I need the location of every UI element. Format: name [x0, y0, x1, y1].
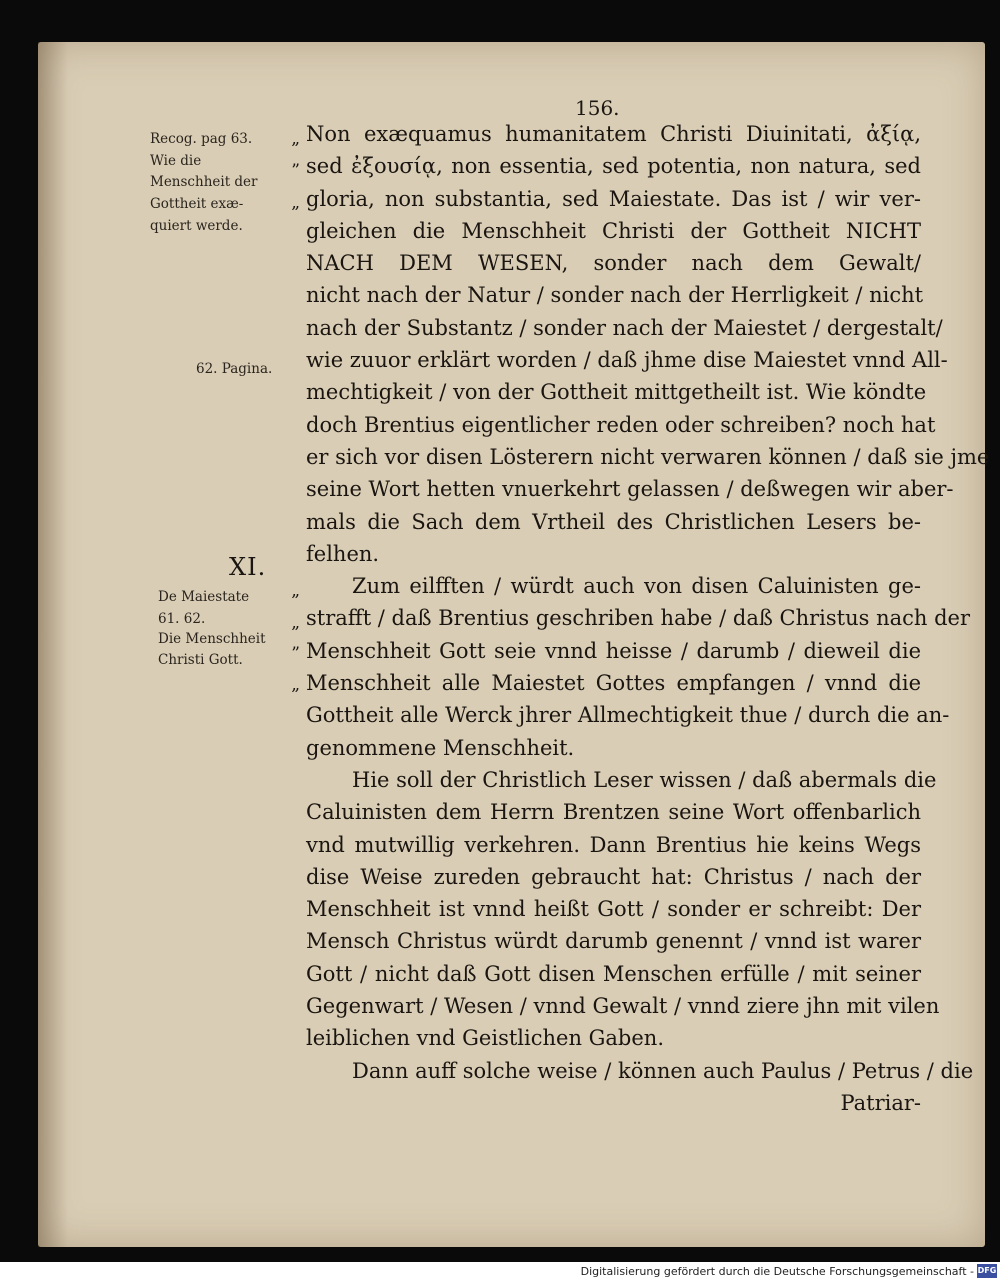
- text-line: er sich vor disen Lösterern nicht verwaren können / daß sie jme: [306, 444, 990, 469]
- page-body-text: [306, 118, 990, 1119]
- text-line: nicht nach der Natur / sonder nach der Herrligkeit / nicht: [306, 283, 924, 308]
- text-line: Menschheit Gott seie vnnd heisse / darumb / dieweil die: [306, 638, 921, 663]
- margin-note: 62. Pagina.: [196, 361, 273, 377]
- text-line: Caluinisten dem Herrn Brentzen seine Wort offenbarlich: [306, 800, 921, 825]
- text-line: doch Brentius eigentlicher reden oder schreiben? noch hat: [306, 412, 936, 437]
- text-line: leiblichen vnd Geistlichen Gaben.: [306, 1026, 665, 1051]
- funding-notice: Digitalisierung gefördert durch die Deutsche Forschungsgemeinschaft -: [580, 1265, 974, 1278]
- text-line: Gottheit alle Werck jhrer Allmechtigkeit thue / durch die an-: [306, 703, 950, 728]
- quote-mark: „: [291, 581, 300, 601]
- text-line: mechtigkeit / von der Gottheit mittgetheilt ist. Wie köndte: [306, 380, 927, 405]
- margin-note: Christi Gott.: [158, 652, 243, 668]
- text-line: Dann auff solche weise / können auch Paulus / Petrus / die: [352, 1058, 974, 1083]
- quote-mark: ”: [291, 644, 300, 664]
- page-gutter-shadow: [38, 42, 68, 1247]
- margin-note: Recog. pag 63.: [150, 131, 253, 147]
- text-line: Menschheit ist vnnd heißt Gott / sonder er schreibt: Der: [306, 897, 921, 922]
- text-line: strafft / daß Brentius geschriben habe / daß Christus nach der: [306, 606, 971, 631]
- margin-note: De Maiestate: [158, 589, 250, 605]
- page-number: 156.: [575, 96, 620, 120]
- quote-mark: „: [291, 675, 300, 695]
- text-line: Zum eilfften / würdt auch von disen Caluinisten ge-: [352, 574, 921, 599]
- catchword: Patriar-: [840, 1090, 921, 1115]
- text-line: gleichen die Menschheit Christi der Gottheit NICHT: [306, 218, 921, 243]
- text-line: Gott / nicht daß Gott disen Menschen erfülle / mit seiner: [306, 961, 921, 986]
- quote-mark: „: [291, 129, 300, 149]
- text-line: gloria, non substantia, sed Maiestate. Das ist / wir ver-: [306, 186, 921, 211]
- text-line: seine Wort hetten vnuerkehrt gelassen / deßwegen wir aber-: [306, 477, 954, 502]
- text-line: genommene Menschheit.: [306, 735, 575, 760]
- text-line: Gegenwart / Wesen / vnnd Gewalt / vnnd ziere jhn mit vilen: [306, 994, 940, 1019]
- quote-mark: „: [291, 613, 300, 633]
- quote-mark: „: [291, 193, 300, 213]
- margin-note: 61. 62.: [158, 611, 206, 627]
- text-line: sed ἐξουσίᾳ, non essentia, sed potentia, non natura, sed: [306, 154, 921, 179]
- margin-note: Menschheit der: [150, 174, 258, 190]
- text-line: nach der Substantz / sonder nach der Maiestet / dergestalt/: [306, 315, 943, 340]
- text-line: Non exæquamus humanitatem Christi Diuinitati, ἀξίᾳ,: [306, 122, 921, 146]
- dfg-logo-icon: DFG: [977, 1264, 997, 1278]
- margin-note: quiert werde.: [150, 218, 243, 234]
- text-line: vnd mutwillig verkehren. Dann Brentius hie keins Wegs: [306, 832, 921, 857]
- quote-mark: ”: [291, 161, 300, 181]
- text-line: wie zuuor erklärt worden / daß jhme dise Maiestet vnnd All-: [306, 348, 948, 373]
- text-line: dise Weise zureden gebraucht hat: Christus / nach der: [306, 864, 921, 889]
- margin-note: Wie die: [150, 153, 202, 169]
- margin-note: Gottheit exæ-: [150, 196, 244, 212]
- text-line: Mensch Christus würdt darumb genennt / vnnd ist warer: [306, 929, 921, 954]
- text-line: Menschheit alle Maiestet Gottes empfangen / vnnd die: [306, 671, 921, 696]
- text-line: felhen.: [306, 541, 380, 566]
- section-numeral: XI.: [229, 553, 267, 581]
- text-line: mals die Sach dem Vrtheil des Christlichen Lesers be-: [306, 509, 921, 534]
- text-line: Hie soll der Christlich Leser wissen / daß abermals die: [352, 767, 937, 792]
- text-line: NACH DEM WESEN, sonder nach dem Gewalt/: [306, 251, 921, 276]
- margin-note: Die Menschheit: [158, 631, 266, 647]
